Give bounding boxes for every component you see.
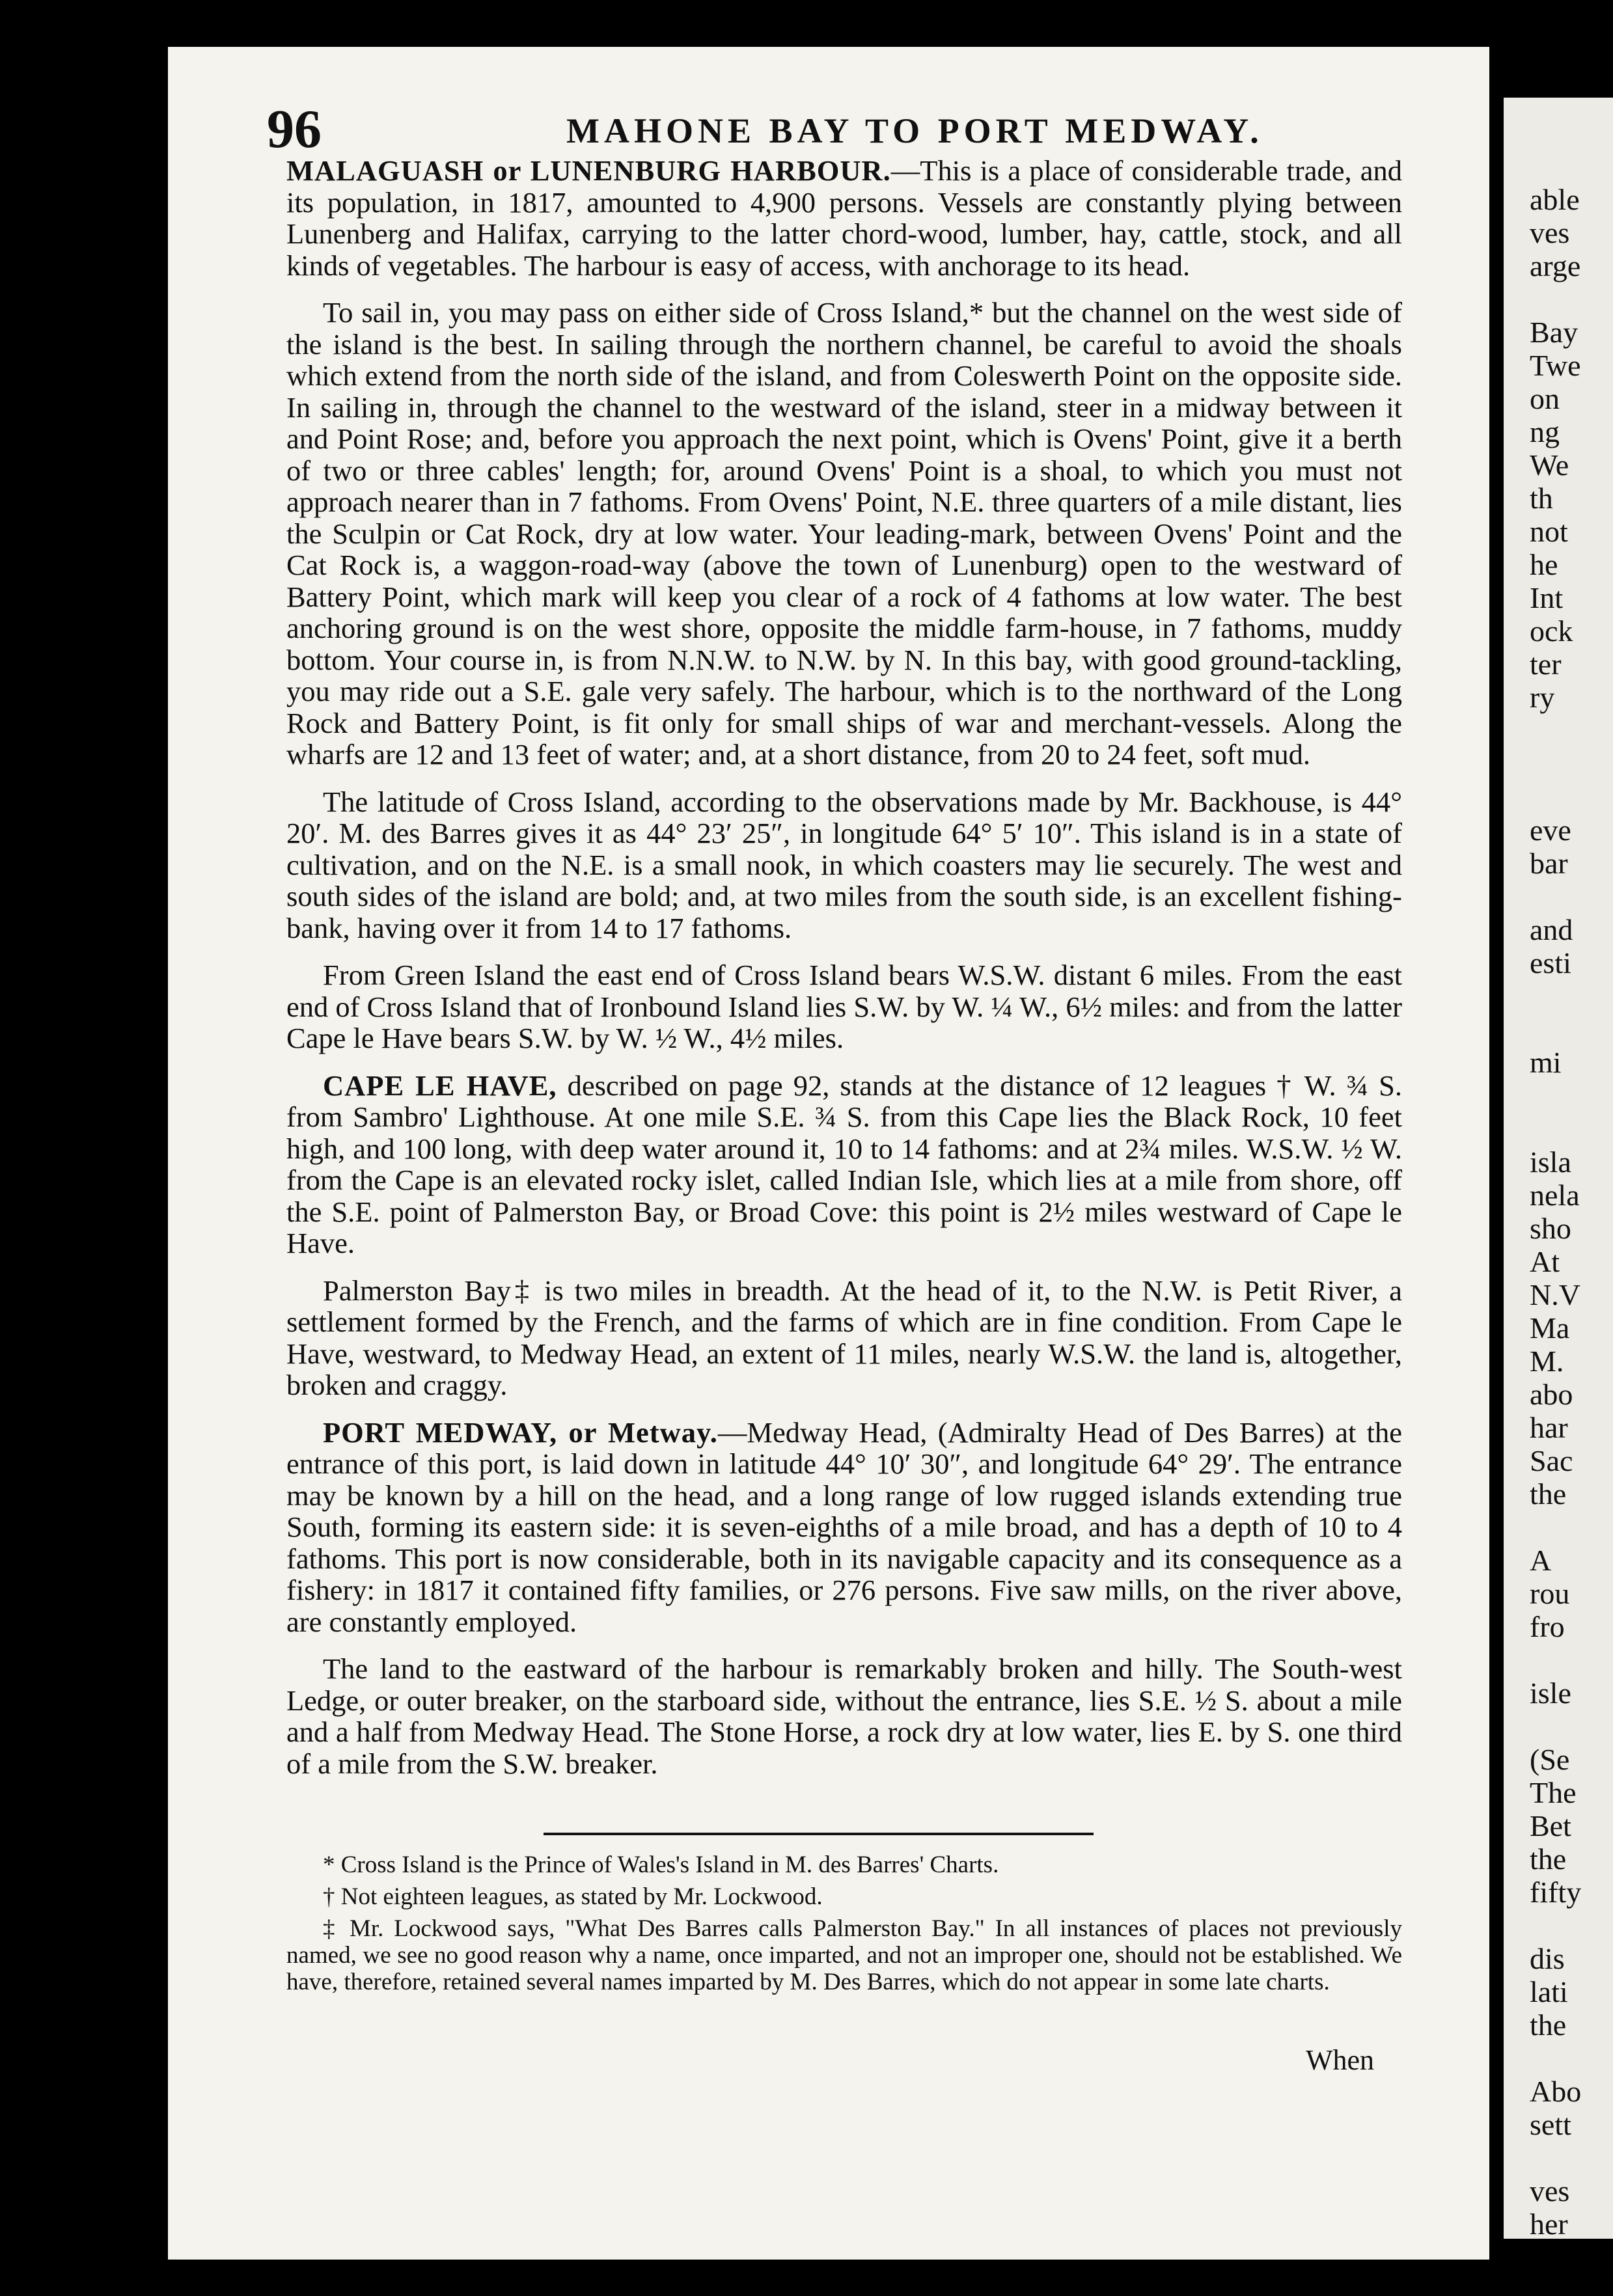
facing-page-fragment: ng — [1530, 415, 1560, 448]
facing-page-edge — [1504, 98, 1613, 2239]
running-head: MAHONE BAY TO PORT MEDWAY. — [566, 111, 1263, 150]
paragraph-lunenburg-harbour — [286, 155, 1402, 281]
paragraph-cape-le-have — [286, 1070, 1402, 1259]
facing-page-fragment: dis — [1530, 1942, 1565, 1975]
facing-page-fragment: At — [1530, 1245, 1560, 1278]
facing-page-fragment: eve — [1530, 813, 1571, 847]
paragraph-text: —Medway Head, (Admiralty Head of Des Barres) at the entrance of this port, is laid down in latitude 44° 10′ 30″, and longitude 64° 29′. The entrance may be known by a hill on the head, and a long range of low rugged islands extending true South, forming its eastern side: it is seven-eighths of a mile broad, and has a depth of 10 to 4 fathoms. This port is now considerable, both in its navigable capacity and its consequence as a fishery: in 1817 it contained fifty families, or 276 persons. Five saw mills, on the river above, are constantly employed. — [286, 1415, 1402, 1638]
facing-page-fragment: isle — [1530, 1676, 1571, 1710]
paragraph-text: described on page 92, stands at the distance of 12 leagues † W. ¾ S. from Sambro' Lighthouse. At one mile S.E. ¾ S. from this Cape lies the Black Rock, 10 feet high, and 100 long, with deep water around it, 10 to 14 fathoms: and at 2¾ miles. W.S.W. ½ W. from the Cape is an elevated rocky islet, called Indian Isle, which lies at a mile from shore, off the S.E. point of Palmerston Bay, or Broad Cove: this point is 2½ miles westward of Cape le Have. — [286, 1069, 1402, 1259]
paragraph-palmerston-bay — [286, 1275, 1402, 1401]
facing-page-fragment: A — [1530, 1544, 1552, 1577]
facing-page-fragment: N.V — [1530, 1278, 1580, 1311]
facing-page-fragment: nela — [1530, 1179, 1580, 1212]
facing-page-fragment: M. — [1530, 1345, 1564, 1378]
facing-page-fragment: Bay — [1530, 316, 1579, 349]
facing-page-fragment: ter — [1530, 648, 1562, 681]
section-heading: PORT MEDWAY, or Metway. — [323, 1415, 718, 1449]
paragraph-green-island-bearings — [286, 959, 1402, 1054]
facing-page-fragment: The — [1530, 1776, 1577, 1809]
facing-page-fragment: sho — [1530, 1212, 1571, 1245]
footnote-cross-island: * Cross Island is the Prince of Wales's Island in M. des Barres' Charts. — [323, 1852, 999, 1878]
facing-page-fragment: the — [1530, 1842, 1567, 1876]
facing-page-fragment: the — [1530, 2008, 1567, 2042]
facing-page-fragment: isla — [1530, 1145, 1571, 1179]
paragraph-text: The latitude of Cross Island, according to the observations made by Mr. Backhouse, is 44° 20′. M. des Barres gives it as 44° 23′ 25″, in longitude 64° 5′ 10″. This island is in a state of cultivation, and on the N.E. is a small nook, in which coasters may lie securely. The west and south sides of the island are bold; and, at two miles from the south side, is an excellent fishing-bank, having over it from 14 to 17 fathoms. — [286, 785, 1402, 944]
facing-page-fragment: lati — [1530, 1975, 1568, 2008]
paragraph-text: From Green Island the east end of Cross Island bears W.S.W. distant 6 miles. From the east end of Cross Island that of Ironbound Island lies S.W. by W. ¼ W., 6½ miles: and from the latter Cape le Have bears S.W. by W. ½ W., 4½ miles. — [286, 959, 1402, 1054]
facing-page-fragment: th — [1530, 482, 1553, 515]
catchword: When — [1306, 2044, 1375, 2076]
facing-page-fragment: fifty — [1530, 1876, 1582, 1909]
paragraph-port-medway — [286, 1417, 1402, 1638]
paragraph-text: The land to the eastward of the harbour is remarkably broken and hilly. The South-west Ledge, or outer breaker, on the starboard side, without the entrance, lies S.E. ½ S. about a mile and a half from Medway Head. The Stone Horse, a rock dry at low water, lies E. by S. one third of a mile from the S.W. breaker. — [286, 1652, 1402, 1780]
facing-page-fragment: on — [1530, 382, 1560, 415]
paragraph-cross-island-latitude — [286, 786, 1402, 944]
page-number: 96 — [267, 99, 322, 159]
facing-page-fragment: Int — [1530, 581, 1564, 614]
facing-page-fragment: her — [1530, 2207, 1568, 2239]
facing-page-fragment: ves — [1530, 2174, 1570, 2207]
facing-page-fragment: and — [1530, 913, 1573, 946]
section-heading: MALAGUASH or LUNENBURG HARBOUR. — [286, 154, 891, 187]
paragraph-text: To sail in, you may pass on either side of Cross Island,* but the channel on the west side of the island is the best. In sailing through the northern channel, be careful to avoid the shoals which extend from the north side of the island, and from Coleswerth Point on the opposite side. In sailing in, through the channel to the westward of the island, steer in a midway between it and Point Rose; and, before you approach the next point, which is Ovens' Point, give it a berth of two or three cables' length; for, around Ovens' Point is a shoal, to which you must not approach nearer than in 7 fathoms. From Ovens' Point, N.E. three quarters of a mile distant, lies the Sculpin or Cat Rock, dry at low water. Your leading-mark, between Ovens' Point and the Cat Rock is, a waggon-road-way (above the town of Lunenburg) open to the westward of Battery Point, which mark will keep you clear of a rock of 4 fathoms at low water. The best anchoring ground is on the west shore, opposite the middle farm-house, in 7 fathoms, muddy bottom. Your course in, is from N.N.W. to N.W. by N. In this bay, with good ground-tackling, you may ride out a S.E. gale very safely. The harbour, which is to the northward of the Long Rock and Battery Point, is fit only for small ships of war and merchant-vessels. Along the wharfs are 12 and 13 feet of water; and, at a short distance, from 20 to 24 feet, soft mud. — [286, 296, 1402, 771]
facing-page-fragment: Ma — [1530, 1311, 1570, 1345]
footnote-leagues: † Not eighteen leagues, as stated by Mr. Lockwood. — [323, 1883, 823, 1910]
facing-page-fragment: bar — [1530, 847, 1568, 880]
facing-page-fragment: (Se — [1530, 1743, 1570, 1776]
paragraph-text: Palmerston Bay‡ is two miles in breadth. At the head of it, to the N.W. is Petit River, a settlement formed by the French, and the farms of which are in fine condition. From Cape le Have, westward, to Medway Head, an extent of 11 miles, nearly W.S.W. the land is, altogether, broken and craggy. — [286, 1274, 1402, 1401]
facing-page-fragment: he — [1530, 548, 1558, 581]
facing-page-fragment: Twe — [1530, 349, 1581, 382]
facing-page-fragment: sett — [1530, 2108, 1571, 2141]
facing-page-fragment: har — [1530, 1411, 1568, 1444]
facing-page-fragment: able — [1530, 183, 1580, 216]
facing-page-fragment: abo — [1530, 1378, 1573, 1411]
facing-page-fragment: esti — [1530, 946, 1571, 979]
facing-page-fragment: fro — [1530, 1610, 1565, 1643]
facing-page-fragment: We — [1530, 448, 1569, 482]
paragraph-text: —This is a place of considerable trade, and its population, in 1817, amounted to 4,900 persons. Vessels are constantly plying between Lunenberg and Halifax, carrying to the latter chord-wood, lumber, hay, cattle, stock, and all kinds of vegetables. The harbour is easy of access, with anchorage to its head. — [286, 154, 1402, 282]
facing-page-fragment: ock — [1530, 614, 1573, 648]
footnote-palmerston: ‡ Mr. Lockwood says, "What Des Barres calls Palmerston Bay." In all instances of places not previously named, we see no good reason why a name, once imparted, and not an improper one, should not be established. We have, therefore, retained several names imparted by M. Des Barres, which do not appear in some late charts. — [286, 1915, 1402, 1995]
footnotes — [286, 1852, 1402, 2001]
facing-page-fragment: arge — [1530, 249, 1581, 282]
facing-page-fragment: the — [1530, 1477, 1567, 1510]
facing-page-fragment: Sac — [1530, 1444, 1573, 1477]
paragraph-medway-land — [286, 1653, 1402, 1779]
facing-page-fragment: Abo — [1530, 2075, 1582, 2108]
body-text — [286, 155, 1402, 1795]
facing-page-fragment: ves — [1530, 216, 1570, 249]
facing-page-fragment: rou — [1530, 1577, 1570, 1610]
facing-page-fragment: Bet — [1530, 1809, 1571, 1842]
footnote-rule — [544, 1833, 1094, 1835]
facing-page-fragment: mi — [1530, 1046, 1562, 1079]
paragraph-sailing-directions — [286, 297, 1402, 771]
section-heading: CAPE LE HAVE, — [323, 1069, 557, 1102]
facing-page-fragment: not — [1530, 515, 1568, 548]
facing-page-fragment: ry — [1530, 681, 1555, 714]
